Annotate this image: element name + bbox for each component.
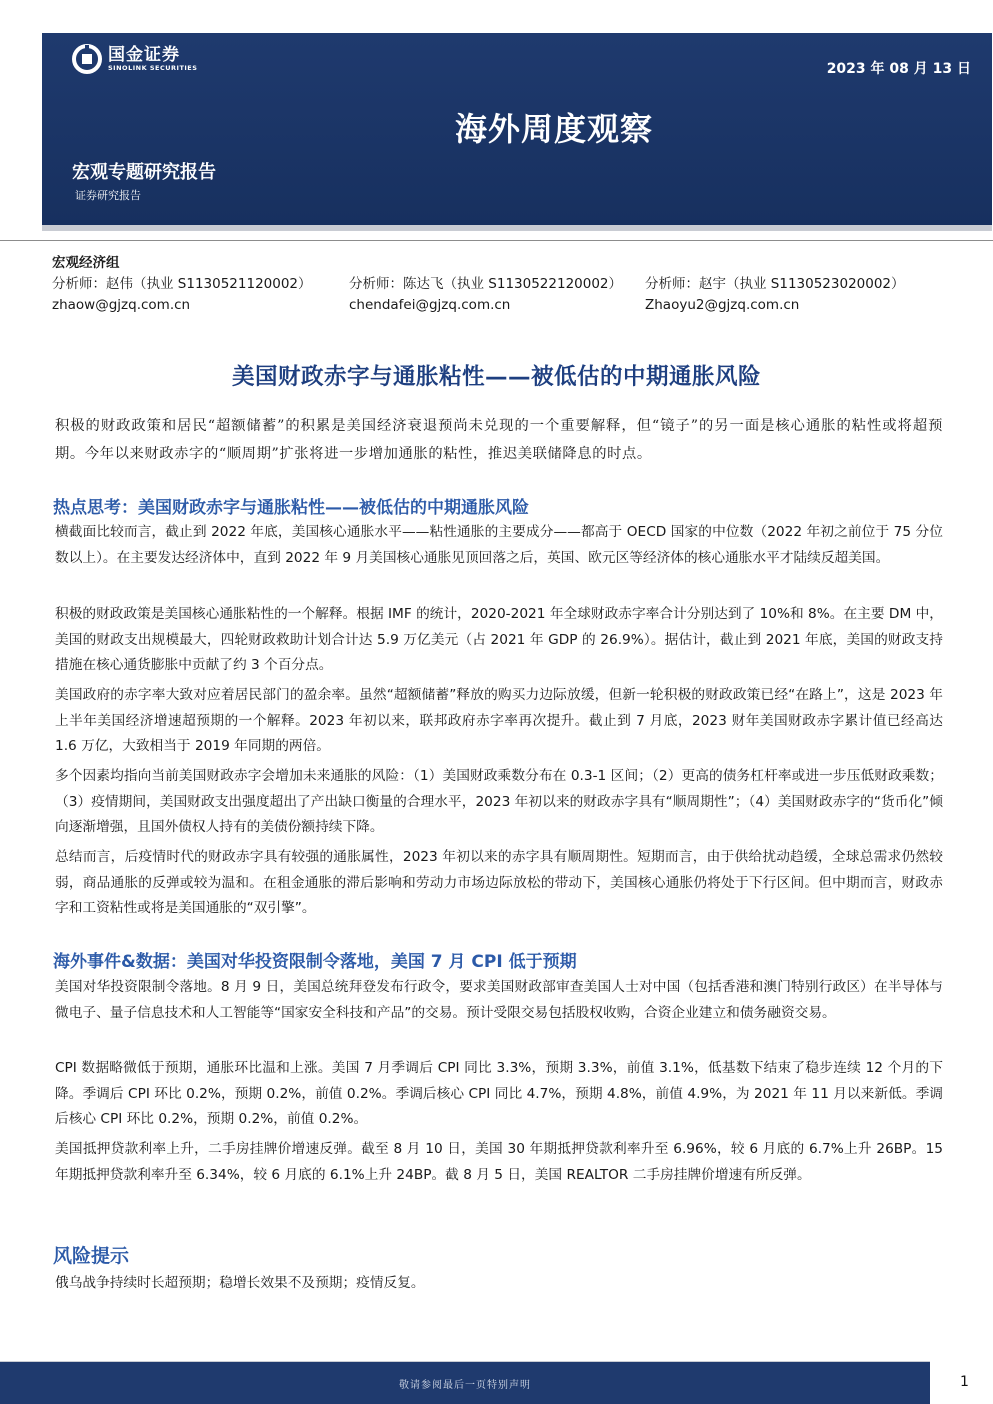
body-paragraph: 美国政府的赤字率大致对应着居民部门的盈余率。虽然“超额储蓄”释放的购买力边际放缓，但新一轮积极的财政政策已经“在路上”，这是 2023 年上半年美国经济增速超预期的一个解释。2023 年初以来，联邦政府赤字率再次提升。截止到 7 月底，2023 财年美国财政赤字累计值已经高达 1.6 万亿，大致相当于 2019 年同期的两倍。 [55,687,943,754]
analyst-email: chendafei@gjzq.com.cn [349,297,511,313]
page-number: 1 [960,1374,969,1390]
report-series-title: 海外周度观察 [455,110,654,148]
section-heading-overseas-events: 海外事件&数据：美国对华投资限制令落地，美国 7 月 CPI 低于预期 [53,952,577,972]
analyst-email: Zhaoyu2@gjzq.com.cn [645,297,800,313]
body-paragraph: 美国对华投资限制令落地。8 月 9 日，美国总统拜登发布行政令，要求美国财政部审查美国人士对中国（包括香港和澳门特别行政区）在半导体与微电子、量子信息技术和人工智能等“国家安全科技和产品”的交易。预计受限交易包括股权收购，合资企业建立和债务融资交易。 [55,979,943,1021]
logo-mark-icon [72,44,102,74]
analyst-label: 分析师：赵宇（执业 S1130523020002） [645,276,905,292]
research-group: 宏观经济组 [52,255,120,271]
analyst-email: zhaow@gjzq.com.cn [52,297,191,313]
header-banner-shadow [42,225,992,231]
report-type: 证券研究报告 [75,189,141,202]
analyst-label: 分析师：赵伟（执业 S1130521120002） [52,276,312,292]
report-date: 2023 年 08 月 13 日 [826,61,971,77]
body-paragraph: 俄乌战争持续时长超预期；稳增长效果不及预期；疫情反复。 [55,1275,425,1291]
footer-disclaimer: 敬请参阅最后一页特别声明 [399,1380,531,1391]
authors-block [52,253,952,316]
analyst-labels-row [52,274,952,295]
header-divider [0,240,993,241]
body-paragraph: CPI 数据略微低于预期，通胀环比温和上涨。美国 7 月季调后 CPI 同比 3.3%，预期 3.3%，前值 3.1%，低基数下结束了稳步连续 12 个月的下降。季调后 CPI 环比 0.2%，预期 0.2%，前值 0.2%。季调后核心 CPI 同比 4.7%，预期 4.8%，前值 4.9%，为 2021 年 11 月以来新低。季调后核心 CPI 环比 0.2%，预期 0.2%，前值 0.2%。 [55,1060,943,1127]
body-paragraph: 多个因素均指向当前美国财政赤字会增加未来通胀的风险：（1）美国财政乘数分布在 0.3-1 区间；（2）更高的债务杠杆率或进一步压低财政乘数；（3）疫情期间，美国财政支出强度超出了产出缺口衡量的合理水平，2023 年初以来的财政赤字具有“顺周期性”；（4）美国财政赤字的“货币化”倾向逐渐增强，且国外债权人持有的美债份额持续下降。 [55,768,943,835]
section-heading-risk: 风险提示 [53,1245,130,1267]
body-paragraph: 总结而言，后疫情时代的财政赤字具有较强的通胀属性，2023 年初以来的赤字具有顺周期性。短期而言，由于供给扰动趋缓，全球总需求仍然较弱，商品通胀的反弹或较为温和。在租金通胀的滞后影响和劳动力市场边际放松的带动下，美国核心通胀仍将处于下行区间。但中期而言，财政赤字和工资粘性或将是美国通胀的“双引擎”。 [55,849,943,916]
logo-name-cn: 国金证券 [108,45,180,65]
analyst-emails-row [52,295,952,316]
body-paragraph: 横截面比较而言，截止到 2022 年底，美国核心通胀水平——粘性通胀的主要成分——都高于 OECD 国家的中位数（2022 年初之前位于 75 分位数以上）。在主要发达经济体中，直到 2022 年 9 月美国核心通胀见顶回落之后，英国、欧元区等经济体的核心通胀水平才陆续反超美国。 [55,524,943,566]
section-heading-hot-topic: 热点思考：美国财政赤字与通胀粘性——被低估的中期通胀风险 [53,498,529,518]
body-paragraph: 积极的财政政策是美国核心通胀粘性的一个解释。根据 IMF 的统计，2020-2021 年全球财政赤字率合计分别达到了 10%和 8%。在主要 DM 中，美国的财政支出规模最大，四轮财政救助计划合计达 5.9 万亿美元（占 2021 年 GDP 的 26.9%）。据估计，截止到 2021 年底，美国的财政支持措施在核心通货膨胀中贡献了约 3 个百分点。 [55,606,943,673]
logo-name-en: SINOLINK SECURITIES [108,64,198,72]
company-logo [72,44,197,74]
analyst-label: 分析师：陈达飞（执业 S1130522120002） [349,276,623,292]
report-category: 宏观专题研究报告 [72,162,216,183]
report-title: 美国财政赤字与通胀粘性——被低估的中期通胀风险 [231,364,761,390]
body-paragraph: 美国抵押贷款利率上升，二手房挂牌价增速反弹。截至 8 月 10 日，美国 30 年期抵押贷款利率升至 6.96%，较 6 月底的 6.7%上升 26BP。15 年期抵押贷款利率升至 6.34%，较 6 月底的 6.1%上升 24BP。截 8 月 5 日，美国 REALTOR 二手房挂牌价增速有所反弹。 [55,1141,943,1183]
summary-paragraph: 积极的财政政策和居民“超额储蓄”的积累是美国经济衰退预尚未兑现的一个重要解释，但“镜子”的另一面是核心通胀的粘性或将超预期。今年以来财政赤字的“顺周期”扩张将进一步增加通胀的粘性，推迟美联储降息的时点。 [55,418,943,462]
